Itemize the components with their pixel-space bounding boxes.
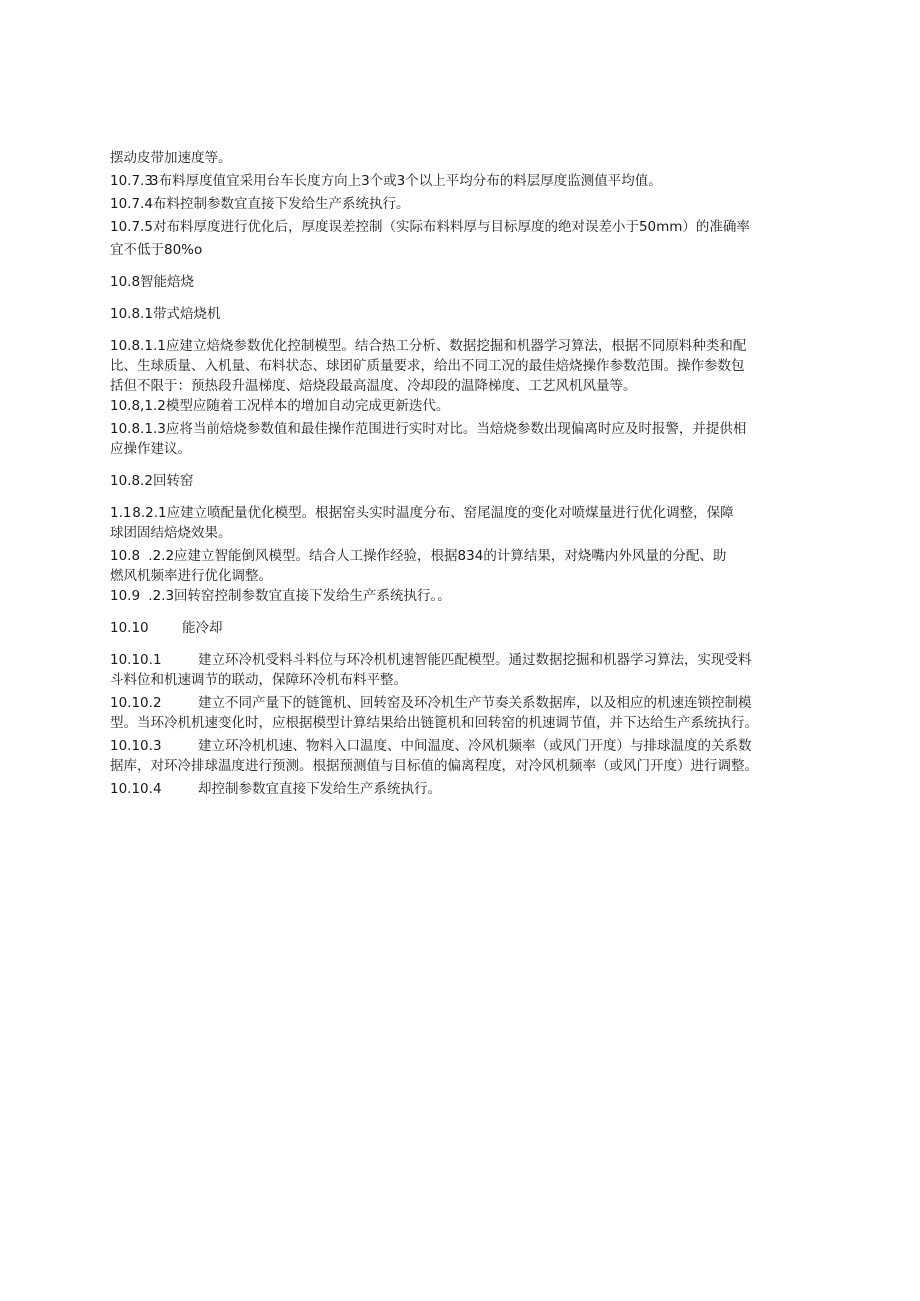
text-line: 型。当环冷机机速变化时，应根据模型计算结果给出链篦机和回转窑的机速调节值，并下达给生产系统执行。 — [110, 715, 758, 731]
clause-text: 建立环冷机受料斗料位与环冷机机速智能匹配模型。通过数据挖掘和机器学习算法，实现受料 — [198, 652, 752, 668]
clause-10-7-5: 10.7.5对布料厚度进行优化后，厚度误差控制（实际布料料厚与目标厚度的绝对误差小于50mm）的准确率 — [110, 219, 750, 235]
text-line: 比、生球质量、入机量、布料状态、球团矿质量要求，给出不同工况的最佳焙烧操作参数范围。操作参数包 — [110, 358, 745, 374]
clause-number: 10.9 — [110, 588, 141, 604]
clause-number: 10.10.3 — [110, 738, 162, 754]
clause-text: .2.3回转窑控制参数宜直接下发给生产系统执行。。 — [148, 588, 451, 604]
clause-10-7-4: 10.7.4布料控制参数宜直接下发给生产系统执行。 — [110, 196, 410, 212]
clause-number: 10.10.1 — [110, 652, 162, 668]
text-line: 据库，对环冷排球温度进行预测。根据预测值与目标值的偏离程度，对冷风机频率（或风门开度）进行调整。 — [110, 758, 758, 774]
clause-number: 10.7.3 — [110, 173, 153, 189]
text-line: 燃风机频率进行优化调整。 — [110, 568, 272, 584]
section-number: 10.10 — [110, 620, 149, 636]
clause-number: 1.1 — [110, 505, 132, 521]
clause-2-2 — [110, 546, 822, 566]
section-heading-10-10 — [110, 618, 822, 638]
clause-text: 8.2.1应建立喷配量优化模型。根据窑头实时温度分布、窑尾温度的变化对喷煤量进行优化调整，保障 — [132, 505, 734, 521]
clause-8-2-1 — [110, 503, 822, 523]
clause-text: 建立不同产量下的链篦机、回转窑及环冷机生产节奏关系数据库，以及相应的机速连锁控制模 — [198, 695, 752, 711]
section-heading-10-8-1: 10.8.1带式焙烧机 — [110, 306, 221, 322]
section-heading-10-8-2: 10.8.2回转窑 — [110, 473, 194, 489]
text-line: 球团固结焙烧效果。 — [110, 525, 232, 541]
text-line: 宜不低于80%o — [110, 242, 203, 258]
section-heading-10-8: 10.8智能焙烧 — [110, 274, 195, 290]
clause-10-8-1-2: 10.8,1.2模型应随着工况样本的增加自动完成更新迭代。 — [110, 398, 450, 414]
clause-number: 10.8 — [110, 548, 141, 564]
clause-10-10-4 — [110, 779, 822, 799]
clause-10-8-1-3: 10.8.1.3应将当前焙烧参数值和最佳操作范围进行实时对比。当焙烧参数出现偏离时应及时报警，并提供相 — [110, 421, 747, 437]
text-line: 应操作建议。 — [110, 441, 191, 457]
document-body — [110, 148, 822, 799]
clause-10-10-2 — [110, 693, 822, 713]
clause-2-3 — [110, 586, 822, 606]
text-line: 斗料位和机速调节的联动，保障环冷机布料平整。 — [110, 672, 407, 688]
clause-10-8-1-1: 10.8.1.1应建立焙烧参数优化控制模型。结合热工分析、数据挖掘和机器学习算法，根据不同原料种类和配 — [110, 338, 747, 354]
clause-text: 却控制参数宜直接下发给生产系统执行。 — [198, 781, 441, 797]
text-line: 摆动皮带加速度等。 — [110, 150, 232, 166]
clause-text: 3布料厚度值宜采用台车长度方向上3个或3个以上平均分布的料层厚度监测值平均值。 — [150, 173, 662, 189]
clause-number: 10.10.2 — [110, 695, 162, 711]
clause-text: .2.2应建立智能倒风模型。结合人工操作经验，根据834的计算结果，对烧嘴内外风量的分配、助 — [148, 548, 727, 564]
section-title: 能冷却 — [182, 620, 223, 636]
clause-text: 建立环冷机机速、物料入口温度、中间温度、冷风机频率（或风门开度）与排球温度的关系数 — [198, 738, 752, 754]
text-line: 括但不限于：预热段升温梯度、焙烧段最高温度、冷却段的温降梯度、工艺风机风量等。 — [110, 378, 637, 394]
clause-number: 10.10.4 — [110, 781, 162, 797]
clause-10-7-3 — [110, 171, 822, 191]
clause-10-10-3 — [110, 736, 822, 756]
clause-10-10-1 — [110, 650, 822, 670]
